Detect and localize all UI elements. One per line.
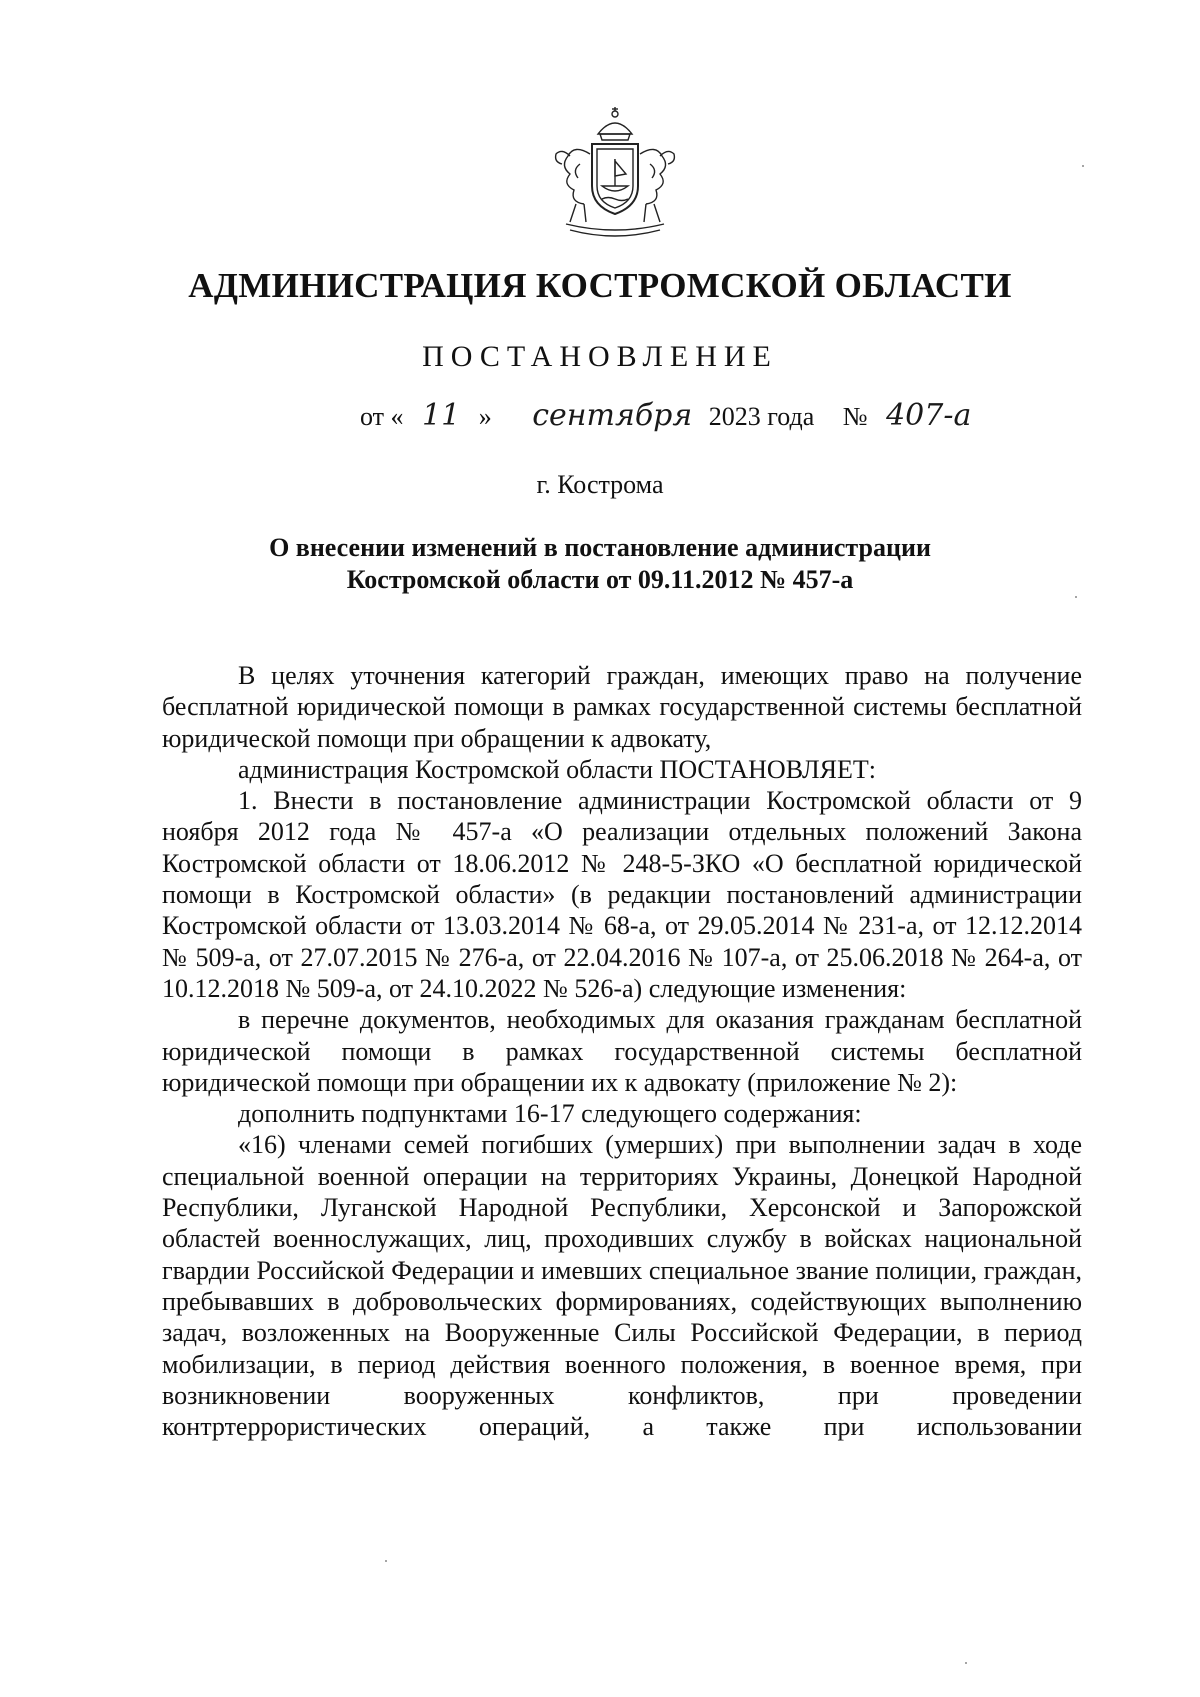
handwritten-number: 407-а bbox=[886, 398, 972, 433]
body-paragraph-resolves: администрация Костромской области ПОСТАНОВЛЯЕТ: bbox=[238, 754, 877, 784]
body-paragraph-item-1: 1. Внести в постановление администрации Костромской области от 9 ноября 2012 года № 457-а «О реализации отдельных положений Закона Костромской области от 18.06.2012 № 248-5-ЗКО «О бесплатной юридической помощи в Костромской области» (в редакции постановлений администрации Костромской области от 13.03.2014 № 68-а, от 29.05.2014 № 231-а, от 12.12.2014 № 509-а, от 27.07.2015 № 276-а, от 22.04.2016 № 107-а, от 25.06.2018 № 264-а, от 10.12.2018 № 509-а, от 24.10.2022 № 526-а) следующие изменения: bbox=[162, 786, 1082, 1003]
number-sign: № bbox=[842, 402, 868, 431]
body-paragraph-supplement: дополнить подпунктами 16-17 следующего содержания: bbox=[238, 1099, 862, 1129]
date-quote-close: » bbox=[478, 402, 492, 431]
scan-speck bbox=[1075, 596, 1077, 598]
scan-speck bbox=[1082, 165, 1084, 167]
coat-of-arms-emblem bbox=[540, 104, 690, 244]
body-paragraph-list-intro: в перечне документов, необходимых для оказания гражданам бесплатной юридической помощи в рамках государственной системы бесплатной юридической помощи при обращении их к адвокату (приложение № 2): bbox=[162, 1005, 1082, 1097]
city-line: г. Кострома bbox=[536, 470, 664, 499]
handwritten-month: сентября bbox=[532, 398, 693, 433]
subject-line-1: О внесении изменений в постановление администрации bbox=[269, 533, 931, 562]
handwritten-day: 11 bbox=[422, 398, 461, 433]
body-paragraph-preamble: В целях уточнения категорий граждан, имеющих право на получение бесплатной юридической помощи в рамках государственной системы бесплатной юридической помощи при обращении к адвокату, bbox=[162, 661, 1082, 753]
date-prefix: от « bbox=[360, 402, 404, 431]
subject-line-2: Костромской области от 09.11.2012 № 457-а bbox=[346, 565, 854, 594]
date-number-line bbox=[360, 398, 971, 448]
organization-title: АДМИНИСТРАЦИЯ КОСТРОМСКОЙ ОБЛАСТИ bbox=[188, 266, 1012, 305]
date-year: 2023 года bbox=[708, 402, 815, 431]
scan-speck bbox=[385, 1560, 387, 1562]
document-body bbox=[162, 660, 1082, 1442]
document-subject bbox=[0, 532, 1200, 596]
scan-speck bbox=[965, 1662, 967, 1664]
document-type-heading: ПОСТАНОВЛЕНИЕ bbox=[422, 340, 778, 373]
body-paragraph-subitem-16: «16) членами семей погибших (умерших) при выполнении задач в ходе специальной военной операции на территориях Украины, Донецкой Народной Республики, Луганской Народной Республики, Херсонской и Запорожской областей военнослужащих, лиц, проходивших службу в войсках национальной гвардии Российской Федерации и имевших специальное звание полиции, граждан, пребывавших в добровольческих формированиях, содействующих выполнению задач, возложенных на Вооруженные Силы Российской Федерации, в период мобилизации, в период действия военного положения, в военное время, при возникновении вооруженных конфликтов, при проведении контртеррористических операций, а также при использовании bbox=[162, 1130, 1082, 1442]
